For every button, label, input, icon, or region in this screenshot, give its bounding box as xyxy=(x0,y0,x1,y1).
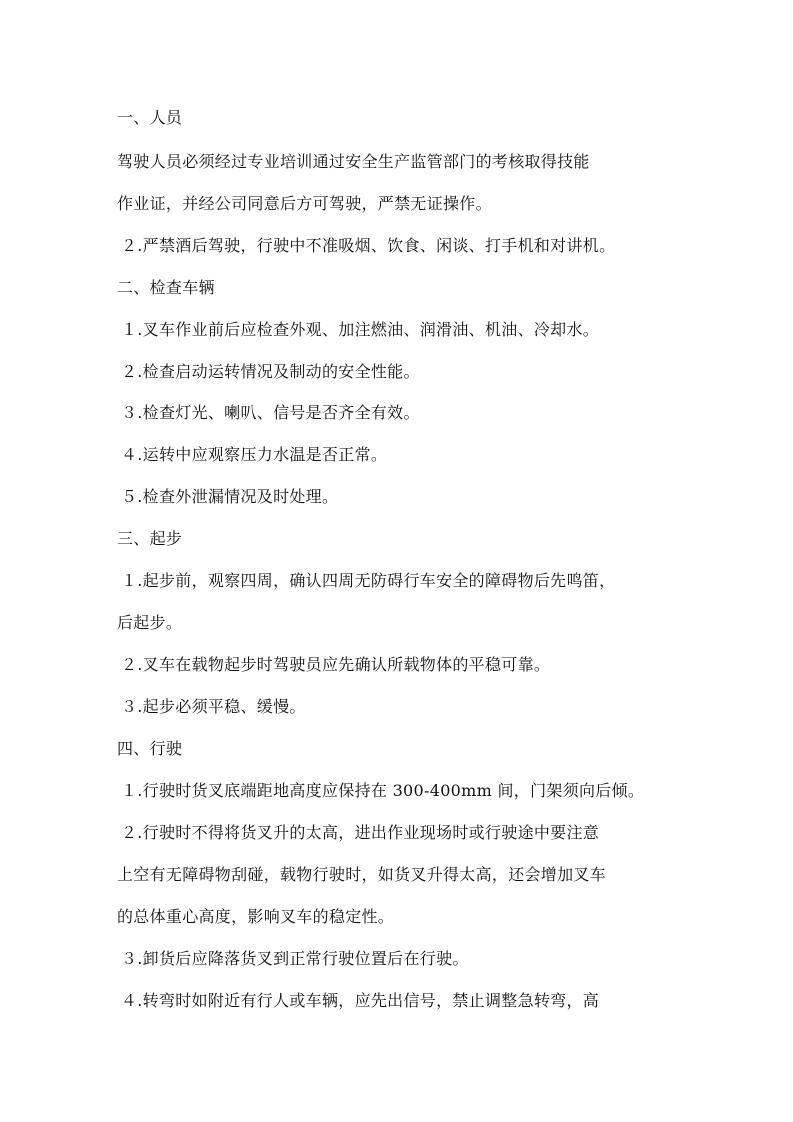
section-heading-driving: 四、行驶 xyxy=(117,739,183,758)
list-item: ２.严禁酒后驾驶，行驶中不准吸烟、饮食、闲谈、打手机和对讲机。 xyxy=(121,236,616,255)
list-item: ３.卸货后应降落货叉到正常行驶位置后在行驶。 xyxy=(121,949,469,968)
list-item: ２.检查启动运转情况及制动的安全性能。 xyxy=(121,362,420,381)
list-item: ５.检查外泄漏情况及时处理。 xyxy=(121,487,339,506)
list-item: ４.转弯时如附近有行人或车辆，应先出信号，禁止调整急转弯，高 xyxy=(121,991,600,1010)
paragraph-line: 作业证，并经公司同意后方可驾驶，严禁无证操作。 xyxy=(117,194,492,213)
list-item: ２.叉车在载物起步时驾驶员应先确认所载物体的平稳可靠。 xyxy=(121,655,551,674)
section-heading-personnel: 一、人员 xyxy=(117,108,183,127)
list-item: ４.运转中应观察压力水温是否正常。 xyxy=(121,445,388,464)
list-item: ２.行驶时不得将货叉升的太高，进出作业现场时或行驶途中要注意 xyxy=(121,823,600,842)
list-item: １.行驶时货叉底端距地高度应保持在 300-400mm 间，门架须向后倾。 xyxy=(121,781,645,800)
list-item: ３.起步必须平稳、缓慢。 xyxy=(121,697,306,716)
paragraph-line: 驾驶人员必须经过专业培训通过安全生产监管部门的考核取得技能 xyxy=(117,152,590,171)
list-item: １.叉车作业前后应检查外观、加注燃油、润滑油、机油、冷却水。 xyxy=(121,320,600,339)
section-heading-vehicle-check: 二、检查车辆 xyxy=(117,278,215,297)
paragraph-line: 后起步。 xyxy=(117,613,183,632)
paragraph-line: 上空有无障碍物刮碰，载物行驶时，如货叉升得太高，还会增加叉车 xyxy=(117,865,607,884)
list-item: ３.检查灯光、喇叭、信号是否齐全有效。 xyxy=(121,403,420,422)
paragraph-line: 的总体重心高度，影响叉车的稳定性。 xyxy=(117,907,395,926)
section-heading-starting: 三、起步 xyxy=(117,529,183,548)
list-item: １.起步前，观察四周，确认四周无防碍行车安全的障碍物后先鸣笛， xyxy=(121,571,616,590)
